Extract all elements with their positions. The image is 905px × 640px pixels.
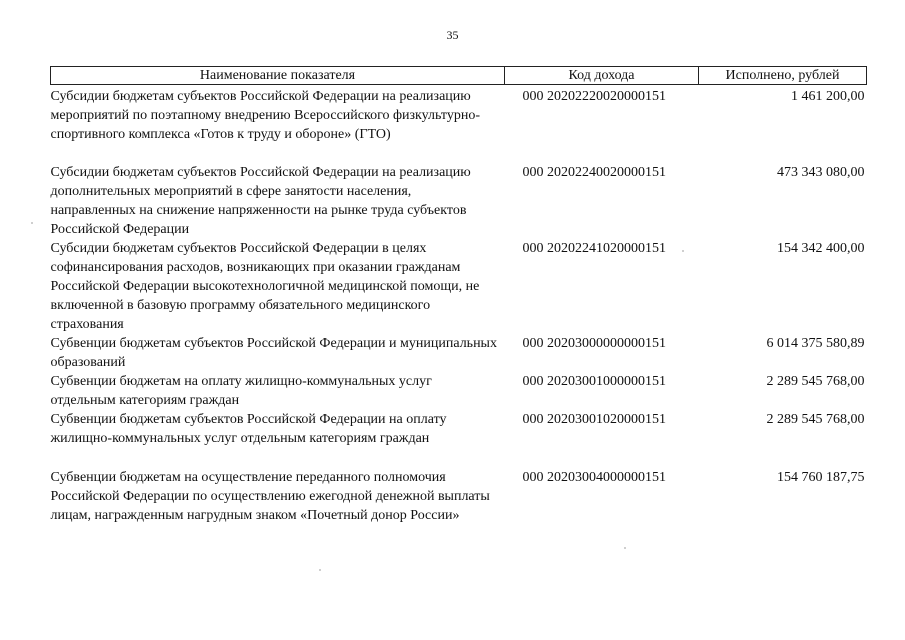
header-revenue-code: Код дохода [505, 67, 699, 85]
header-indicator-name: Наименование показателя [51, 67, 505, 85]
scan-speck [31, 222, 33, 224]
revenue-code: 000 20203004000000151 [522, 470, 666, 485]
page-number: 35 [446, 28, 459, 42]
revenue-code: 000 20202241020000151 [522, 241, 666, 256]
scan-speck [319, 569, 321, 571]
revenue-code: 000 20203001000000151 [522, 374, 666, 389]
scan-speck [682, 250, 684, 252]
table-row [51, 334, 867, 372]
indicator-name: Субсидии бюджетам субъектов Российской Федерации в целях софинансирования расходов, возникающих при оказании гражданам Российской Федерации высокотехнологичной медицинской помощи, не включенной в базовую программу обязательного медицинского страхования [50, 241, 480, 332]
revenue-code: 000 20202220020000151 [522, 89, 666, 104]
revenue-code: 000 20203000000000151 [522, 336, 666, 351]
executed-amount: 6 014 375 580,89 [766, 336, 865, 351]
scan-speck [624, 547, 626, 549]
indicator-name: Субвенции бюджетам субъектов Российской Федерации и муниципальных образований [50, 336, 497, 370]
executed-amount: 154 342 400,00 [777, 241, 865, 256]
executed-amount: 154 760 187,75 [777, 470, 865, 485]
table-row [51, 468, 867, 544]
indicator-name: Субсидии бюджетам субъектов Российской Федерации на реализацию дополнительных мероприятий в сфере занятости населения, направленных на снижение напряженности на рынке труда субъектов Российской Федерации [50, 165, 471, 237]
revenue-table [50, 66, 867, 544]
table-row [51, 410, 867, 468]
executed-amount: 473 343 080,00 [777, 165, 865, 180]
header-executed-amount: Исполнено, рублей [699, 67, 867, 85]
table-header-row [51, 67, 867, 85]
executed-amount: 2 289 545 768,00 [766, 374, 865, 389]
indicator-name: Субвенции бюджетам на оплату жилищно-коммунальных услуг отдельным категориям граждан [50, 374, 432, 408]
revenue-code: 000 20203001020000151 [522, 412, 666, 427]
executed-amount: 2 289 545 768,00 [766, 412, 865, 427]
table-row [51, 239, 867, 334]
executed-amount: 1 461 200,00 [791, 89, 865, 104]
table-row [51, 163, 867, 239]
table-row [51, 85, 867, 164]
indicator-name: Субвенции бюджетам субъектов Российской Федерации на оплату жилищно-коммунальных услуг отдельным категориям граждан [50, 412, 447, 446]
table-row [51, 372, 867, 410]
revenue-code: 000 20202240020000151 [522, 165, 666, 180]
indicator-name: Субсидии бюджетам субъектов Российской Федерации на реализацию мероприятий по поэтапному внедрению Всероссийского физкультурно-спортивного комплекса «Готов к труду и обороне» (ГТО) [50, 89, 480, 142]
indicator-name: Субвенции бюджетам на осуществление переданного полномочия Российской Федерации по осуществлению ежегодной денежной выплаты лицам, награжденным нагрудным знаком «Почетный донор России» [50, 470, 490, 523]
